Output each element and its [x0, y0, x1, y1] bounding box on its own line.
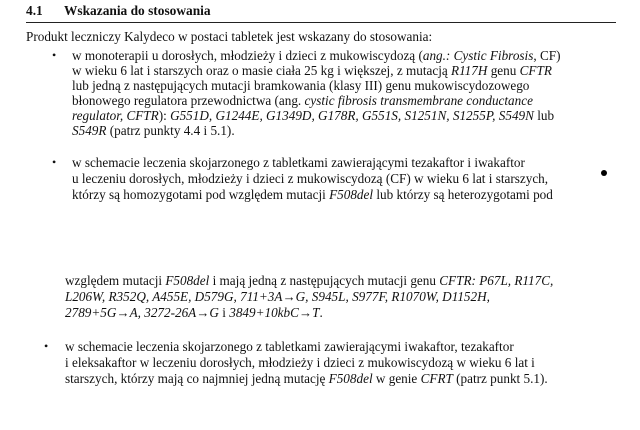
bullet-3-line-2: i eleksakaftor w leczeniu dorosłych, młodzieży i dzieci z mukowiscydozą w wieku 6 lat i	[65, 355, 535, 370]
bullet-2-marker: •	[52, 155, 57, 169]
bullet-1-marker: •	[52, 48, 57, 62]
stray-dot	[601, 170, 607, 176]
bullet-3-line-3: starszych, którzy mają co najmniej jedną mutację F508del w genie CFRT (patrz punkt 5.1).	[65, 371, 548, 386]
bullet-1-line-6: S549R (patrz punkty 4.4 i 5.1).	[72, 123, 235, 138]
continuation-line-2: L206W, R352Q, A455E, D579G, 711+3A→G, S945L, S977F, R1070W, D1152H,	[65, 289, 490, 304]
bullet-2-line-3: którzy są homozygotami pod względem mutacji F508del lub którzy są heterozygotami pod	[72, 187, 553, 202]
bullet-1-line-4: błonowego regulatora przewodnictwa (ang. cystic fibrosis transmembrane conductance	[72, 93, 533, 108]
section-number: 4.1	[26, 3, 43, 18]
heading-rule	[26, 22, 616, 23]
bullet-3-line-1: w schemacie leczenia skojarzonego z tabletkami zawierającymi iwakaftor, tezakaftor	[65, 339, 514, 354]
bullet-1-line-3: lub jedną z następujących mutacji bramkowania (klasy III) genu mukowiscydozowego	[72, 78, 530, 93]
section-heading	[26, 3, 211, 19]
continuation-line-3: 2789+5G→A, 3272-26A→G i 3849+10kbC→T.	[65, 305, 323, 320]
continuation-line-1: względem mutacji F508del i mają jedną z następujących mutacji genu CFTR: P67L, R117C,	[65, 273, 554, 288]
bullet-2-line-2: u leczeniu dorosłych, młodzieży i dzieci z mukowiscydozą (CF) w wieku 6 lat i starszych,	[72, 171, 549, 186]
bullet-1-line-5: regulator, CFTR): G551D, G1244E, G1349D, G178R, G551S, S1251N, S1255P, S549N lub	[72, 108, 555, 123]
bullet-1-line-1: w monoterapii u dorosłych, młodzieży i dzieci z mukowiscydozą (ang.: Cystic Fibrosis, CF)	[72, 48, 561, 63]
bullet-2-line-1: w schemacie leczenia skojarzonego z tabletkami zawierającymi tezakaftor i iwakaftor	[72, 155, 525, 170]
bullet-1-line-2: w wieku 6 lat i starszych oraz o masie ciała 25 kg i większej, z mutacją R117H genu CFTR	[72, 63, 552, 78]
bullet-3-marker: •	[44, 339, 49, 353]
section-title: Wskazania do stosowania	[64, 3, 211, 18]
intro-text: Produkt leczniczy Kalydeco w postaci tabletek jest wskazany do stosowania:	[26, 29, 433, 44]
